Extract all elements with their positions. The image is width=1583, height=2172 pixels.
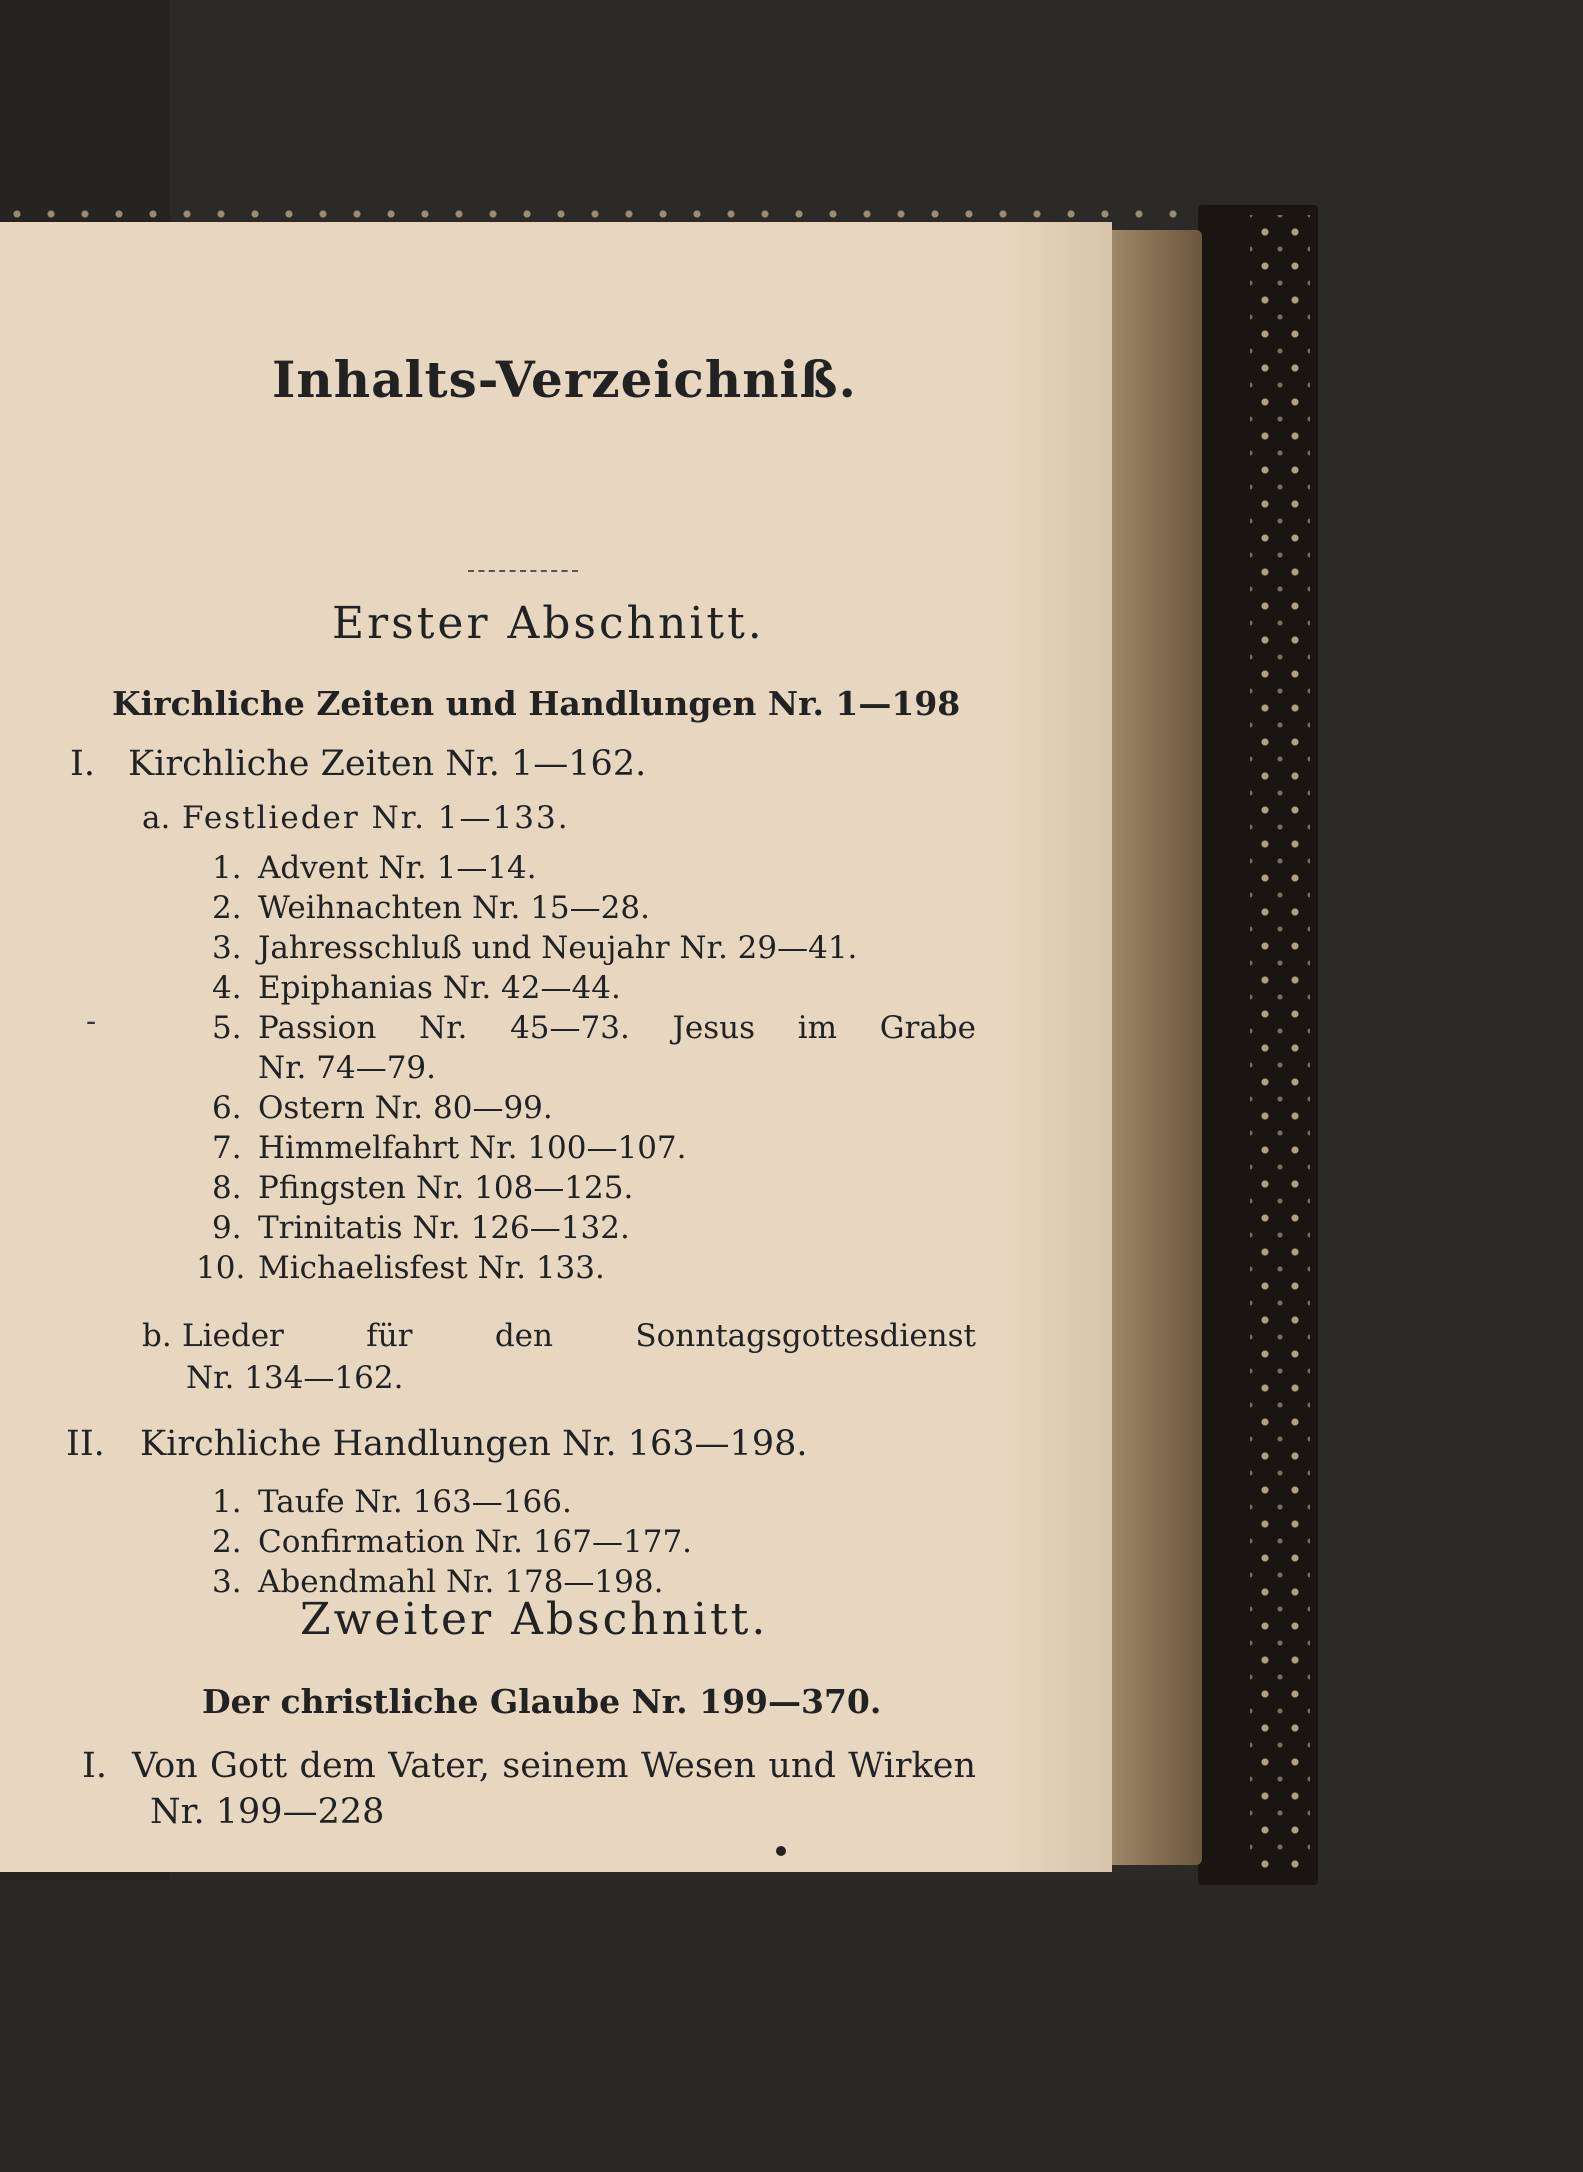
section-heading-2: Zweiter Abschnitt. xyxy=(300,1594,769,1645)
group-label: Festlieder Nr. 1—133. xyxy=(182,800,570,836)
table-of-contents xyxy=(0,222,1112,1872)
cover-top-ornament xyxy=(0,205,1200,223)
list-item: Pfingsten Nr. 108—125. xyxy=(258,1170,634,1206)
part-number: I. xyxy=(82,1746,107,1786)
list-item: Confirmation Nr. 167—177. xyxy=(258,1524,693,1560)
list-item-number: 6. xyxy=(212,1090,242,1126)
list-item-number: 1. xyxy=(212,850,242,886)
title-divider xyxy=(468,570,578,572)
part-label-continuation: Nr. 199—228 xyxy=(150,1792,385,1832)
part-number: II. xyxy=(66,1424,105,1464)
group-letter: b. xyxy=(142,1318,172,1354)
group-label: Lieder für den Sonntagsgottesdienst xyxy=(182,1318,976,1354)
part-label: Kirchliche Handlungen Nr. 163—198. xyxy=(140,1424,808,1464)
list-item-number: 1. xyxy=(212,1484,242,1520)
page-title: Inhalts-Verzeichniß. xyxy=(272,350,857,409)
part-label: Kirchliche Zeiten Nr. 1—162. xyxy=(128,744,647,784)
part-label: Von Gott dem Vater, seinem Wesen und Wirken xyxy=(132,1746,976,1786)
section-subtitle-2: Der christliche Glaube Nr. 199—370. xyxy=(202,1682,882,1721)
list-item-number: 3. xyxy=(212,930,242,966)
list-item: Jahresschluß und Neujahr Nr. 29—41. xyxy=(258,930,858,966)
list-item-number: 3. xyxy=(212,1564,242,1600)
list-item: Trinitatis Nr. 126—132. xyxy=(258,1210,630,1246)
page-edges xyxy=(1110,230,1202,1865)
list-item: Ostern Nr. 80—99. xyxy=(258,1090,553,1126)
ink-dot xyxy=(776,1846,786,1856)
list-item-number: 2. xyxy=(212,890,242,926)
list-item: Passion Nr. 45—73. Jesus im Grabe xyxy=(258,1010,976,1046)
list-item: Advent Nr. 1—14. xyxy=(258,850,537,886)
list-item: Himmelfahrt Nr. 100—107. xyxy=(258,1130,687,1166)
margin-mark: - xyxy=(86,1004,97,1039)
section-heading-1: Erster Abschnitt. xyxy=(332,598,765,649)
list-item-number: 10. xyxy=(196,1250,246,1286)
list-item-number: 4. xyxy=(212,970,242,1006)
list-item: Weihnachten Nr. 15—28. xyxy=(258,890,650,926)
list-item-continuation: Nr. 74—79. xyxy=(258,1050,436,1086)
list-item: Michaelisfest Nr. 133. xyxy=(258,1250,605,1286)
part-number: I. xyxy=(70,744,95,784)
section-subtitle-1: Kirchliche Zeiten und Handlungen Nr. 1—198 xyxy=(112,684,961,723)
list-item: Epiphanias Nr. 42—44. xyxy=(258,970,621,1006)
list-item-number: 7. xyxy=(212,1130,242,1166)
list-item: Taufe Nr. 163—166. xyxy=(258,1484,572,1520)
list-item-number: 9. xyxy=(212,1210,242,1246)
cover-ornament-border xyxy=(1250,215,1310,1875)
group-letter: a. xyxy=(142,800,171,836)
list-item-number: 2. xyxy=(212,1524,242,1560)
list-item-number: 8. xyxy=(212,1170,242,1206)
book-page xyxy=(0,222,1112,1872)
list-item: Abendmahl Nr. 178—198. xyxy=(258,1564,664,1600)
list-item-number: 5. xyxy=(212,1010,242,1046)
group-label-continuation: Nr. 134—162. xyxy=(186,1360,404,1396)
background-shadow-bottom xyxy=(0,1880,1583,2172)
